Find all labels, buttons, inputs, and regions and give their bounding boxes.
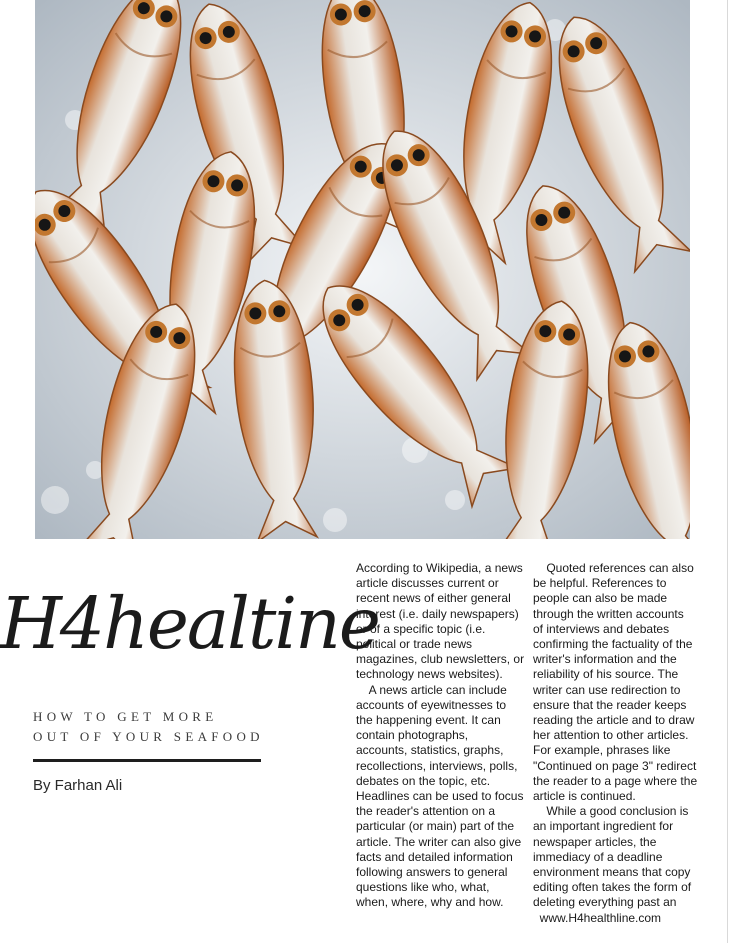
article-line: following answers to general [356,865,508,880]
article-line: reading the article and to draw [533,713,695,728]
article-line: environment means that copy [533,865,691,880]
article-line: writer can use redirection to [533,682,681,697]
article-line: confirming the factuality of the [533,637,693,652]
article-line: reliability of his source. The [533,667,679,682]
article-line: deleting everything past an [533,895,677,910]
page-edge-divider [727,0,728,943]
article-line: the reader to a page where the [533,773,698,788]
article-column-1 [356,561,536,911]
tagline [33,707,273,747]
article-line: writer's information and the [533,652,677,667]
brand-title: H4healtine [0,582,379,665]
tagline-line-1: HOW TO GET MORE [33,709,218,724]
article-line: Headlines can be used to focus [356,789,524,804]
article-line: the reader's attention on a [356,804,496,819]
article-line: be helpful. References to [533,576,667,591]
author-byline: By Farhan Ali [33,777,123,794]
article-line: accounts, statistics, graphs, [356,743,504,758]
article-line: immediacy of a deadline [533,849,663,864]
article-line: A news article can include [356,682,507,697]
article-line: While a good conclusion is [533,804,689,819]
article-line: contain photographs, [356,728,469,743]
article-line: Quoted references can also [533,561,694,575]
article-line: questions like who, what, [356,880,490,895]
article-line: her attention to other articles. [533,728,689,743]
article-line: newspaper articles, the [533,834,657,849]
divider-rule [33,759,261,762]
article-line: article is continued. [533,789,636,804]
article-line: "Continued on page 3" redirect [533,758,697,773]
article-line: According to Wikipedia, a news [356,561,523,575]
article-line: For example, phrases like [533,743,671,758]
article-line: through the written accounts [533,606,684,621]
article-line: facts and detailed information [356,849,513,864]
article-line: article. The writer can also give [356,834,522,849]
article-line: ensure that the reader keeps [533,697,687,712]
article-line: accounts of eyewitnesses to [356,697,507,712]
article-line: the happening event. It can [356,713,501,728]
article-line: technology news websites). [356,667,503,682]
article-line: magazines, club newsletters, or [356,652,525,667]
article-line: debates on the topic, etc. [356,773,491,788]
article-line: interest (i.e. daily newspapers) [356,606,519,621]
hero-fish-photo [35,0,690,539]
article-line: of interviews and debates [533,621,670,636]
article-line: political or trade news [356,637,473,652]
article-line: or of a specific topic (i.e. [356,621,486,636]
article-column-2 [533,561,723,926]
article-line: an important ingredient for [533,819,674,834]
article-line: recent news of either general [356,591,511,606]
tagline-line-2: OUT OF YOUR SEAFOOD [33,729,264,744]
article-line: particular (or main) part of the [356,819,515,834]
article-line: recollections, interviews, polls, [356,758,518,773]
article-line: people can also be made [533,591,668,606]
article-line: editing often takes the form of [533,880,692,895]
article-line: when, where, why and how. [356,895,504,910]
article-line: article discusses current or [356,576,499,591]
article-line: www.H4healthline.com [533,910,662,925]
